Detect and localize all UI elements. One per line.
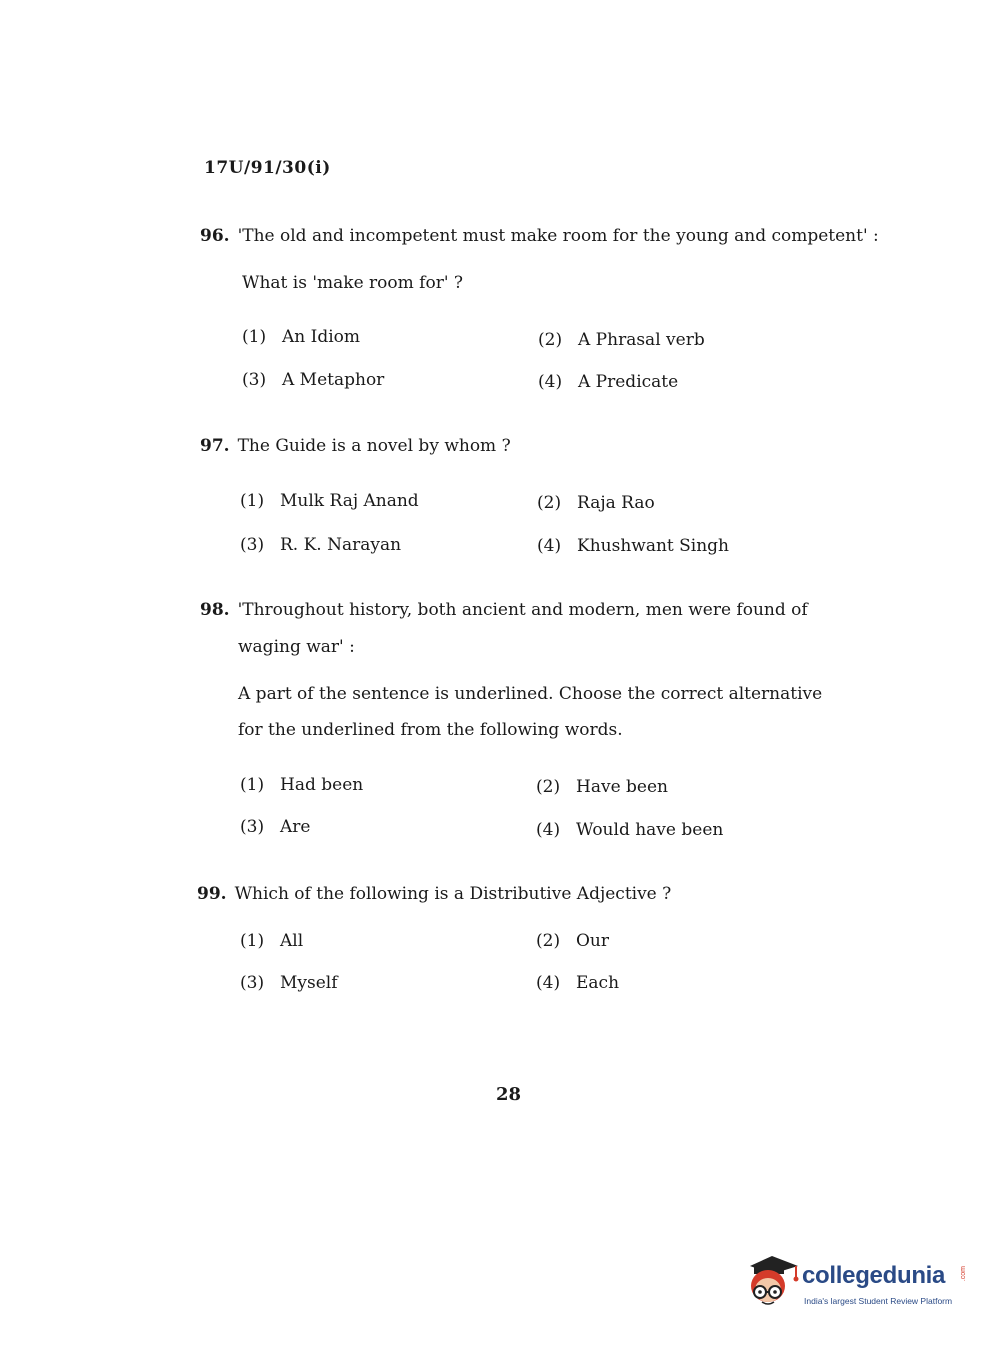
question-number: 97. xyxy=(200,436,230,456)
option-4: (4) A Predicate xyxy=(538,372,679,392)
option-1: (1) An Idiom xyxy=(242,327,361,347)
option-text: Myself xyxy=(280,973,338,993)
question-number: 96. xyxy=(200,226,230,246)
question-text: 'The old and incompetent must make room for the young and competent' : xyxy=(237,226,879,246)
option-2: (2) A Phrasal verb xyxy=(538,330,705,350)
option-text: Had been xyxy=(280,775,364,795)
option-text: R. K. Narayan xyxy=(280,535,402,555)
question-number: 98. xyxy=(200,600,230,620)
question-text: The Guide is a novel by whom ? xyxy=(237,436,511,456)
question-text: waging war' : xyxy=(238,637,355,657)
option-text: All xyxy=(280,931,304,951)
option-text: Each xyxy=(576,973,620,993)
question-text: for the underlined from the following words. xyxy=(238,720,623,740)
option-text: An Idiom xyxy=(282,327,361,347)
option-1: (1) All xyxy=(240,931,304,951)
option-text: Khushwant Singh xyxy=(577,536,730,556)
question-text: Which of the following is a Distributive Adjective ? xyxy=(234,884,672,904)
option-text: Raja Rao xyxy=(577,493,655,513)
mascot-icon xyxy=(742,1250,800,1310)
question-text: A part of the sentence is underlined. Choose the correct alternative xyxy=(238,684,823,704)
option-text: A Metaphor xyxy=(282,370,385,390)
question-number: 99. xyxy=(197,884,227,904)
option-2: (2) Our xyxy=(536,931,610,951)
option-text: Would have been xyxy=(576,820,724,840)
logo-tagline: India's largest Student Review Platform xyxy=(804,1296,953,1306)
option-text: Mulk Raj Anand xyxy=(280,491,419,511)
option-3: (3) Are xyxy=(240,817,311,837)
option-2: (2) Have been xyxy=(536,777,668,797)
page-number: 28 xyxy=(496,1084,522,1105)
option-1: (1) Mulk Raj Anand xyxy=(240,491,419,511)
paper-code: 17U/91/30(i) xyxy=(204,158,331,178)
option-text: A Phrasal verb xyxy=(578,330,705,350)
question-text: 'Throughout history, both ancient and modern, men were found of xyxy=(237,600,808,620)
option-text: Have been xyxy=(576,777,668,797)
logo-domain-suffix: .com xyxy=(960,1266,967,1282)
collegedunia-logo xyxy=(742,1250,972,1314)
option-3: (3) R. K. Narayan xyxy=(240,535,402,555)
option-4: (4) Would have been xyxy=(536,820,724,840)
logo-brand-text: collegedunia xyxy=(802,1262,946,1289)
option-3: (3) Myself xyxy=(240,973,338,993)
option-text: Are xyxy=(280,817,311,837)
option-4: (4) Each xyxy=(536,973,620,993)
option-1: (1) Had been xyxy=(240,775,364,795)
question-text: What is 'make room for' ? xyxy=(242,273,464,293)
option-text: Our xyxy=(576,931,610,951)
option-text: A Predicate xyxy=(578,372,679,392)
option-3: (3) A Metaphor xyxy=(242,370,385,390)
option-4: (4) Khushwant Singh xyxy=(537,536,730,556)
option-2: (2) Raja Rao xyxy=(537,493,655,513)
